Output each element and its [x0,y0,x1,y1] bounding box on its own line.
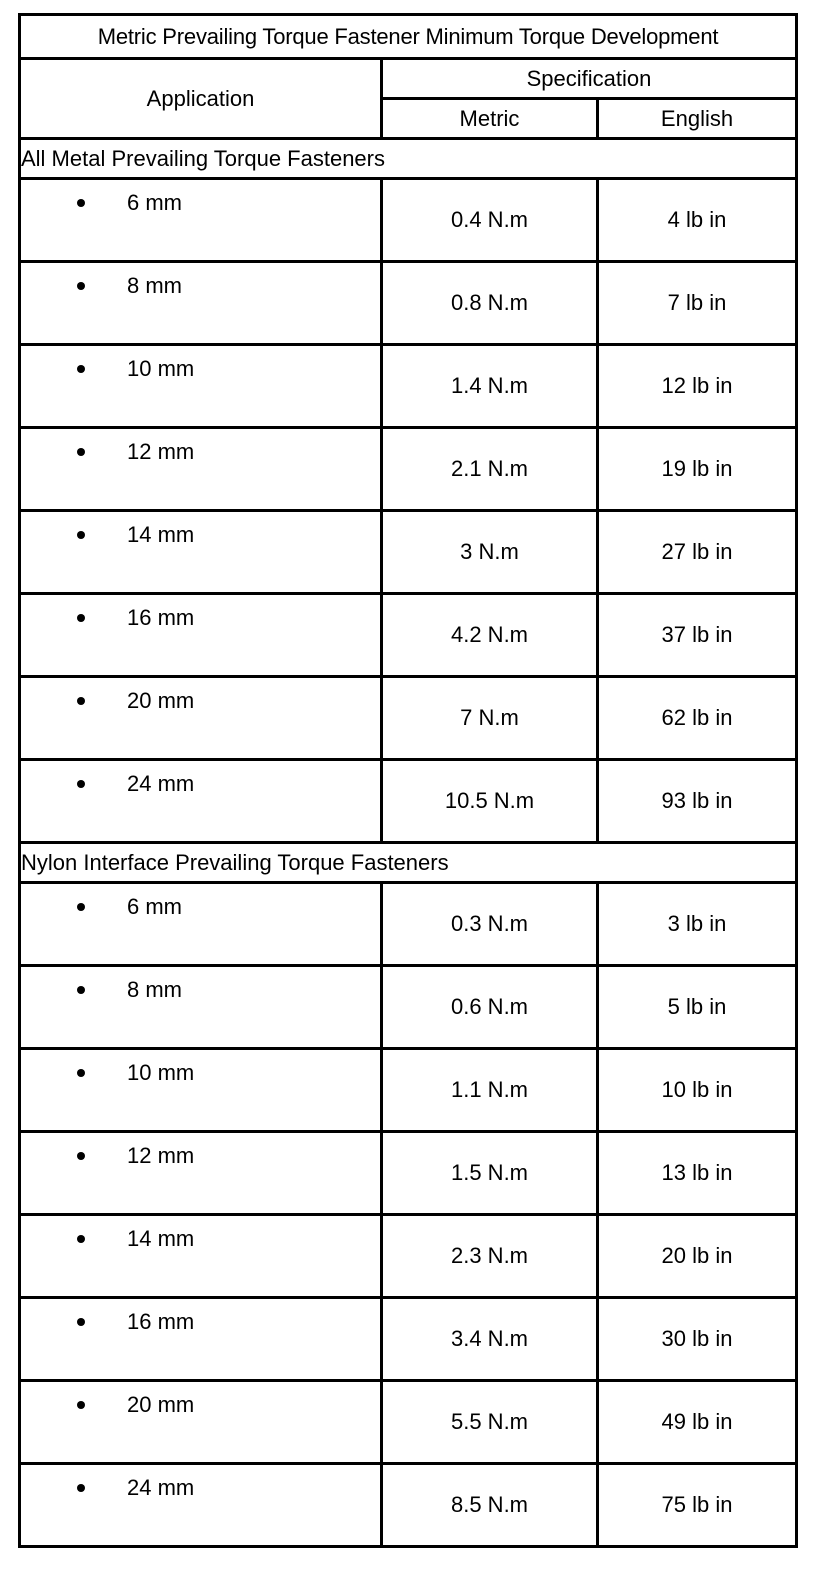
table-row [20,179,797,262]
metric-value: 1.5 N.m [382,1132,598,1215]
bullet-icon [77,986,85,994]
application-cell [20,1381,382,1464]
metric-value: 10.5 N.m [382,760,598,843]
group-row [20,139,797,179]
torque-spec-table [18,13,798,1548]
fastener-size: 14 mm [127,522,195,547]
table-row [20,1049,797,1132]
bullet-icon [77,448,85,456]
bullet-icon [77,365,85,373]
bullet-icon [77,199,85,207]
application-header: Application [20,59,382,139]
application-cell [20,262,382,345]
specification-header: Specification [382,59,797,99]
english-value: 37 lb in [598,594,797,677]
application-cell [20,966,382,1049]
metric-value: 0.3 N.m [382,883,598,966]
table-row [20,1215,797,1298]
fastener-size: 20 mm [127,688,195,713]
fastener-size: 10 mm [127,1060,195,1085]
application-cell [20,883,382,966]
english-value: 30 lb in [598,1298,797,1381]
fastener-size: 10 mm [127,356,195,381]
table-row [20,428,797,511]
table-row [20,345,797,428]
metric-value: 3 N.m [382,511,598,594]
metric-value: 2.1 N.m [382,428,598,511]
english-value: 3 lb in [598,883,797,966]
fastener-size: 16 mm [127,1309,195,1334]
table-row [20,677,797,760]
group-title: All Metal Prevailing Torque Fasteners [20,139,797,179]
metric-value: 0.4 N.m [382,179,598,262]
application-cell [20,1464,382,1547]
bullet-icon [77,1152,85,1160]
application-cell [20,1049,382,1132]
fastener-size: 14 mm [127,1226,195,1251]
fastener-size: 20 mm [127,1392,195,1417]
english-value: 4 lb in [598,179,797,262]
table-row [20,1132,797,1215]
metric-value: 2.3 N.m [382,1215,598,1298]
english-value: 93 lb in [598,760,797,843]
bullet-icon [77,903,85,911]
metric-value: 8.5 N.m [382,1464,598,1547]
english-value: 7 lb in [598,262,797,345]
table-row [20,883,797,966]
english-value: 5 lb in [598,966,797,1049]
application-cell [20,1298,382,1381]
table-row [20,1464,797,1547]
bullet-icon [77,531,85,539]
bullet-icon [77,282,85,290]
english-value: 20 lb in [598,1215,797,1298]
fastener-size: 8 mm [127,273,182,298]
english-value: 27 lb in [598,511,797,594]
english-header: English [598,99,797,139]
bullet-icon [77,697,85,705]
fastener-size: 6 mm [127,894,182,919]
english-value: 49 lb in [598,1381,797,1464]
english-value: 10 lb in [598,1049,797,1132]
metric-value: 5.5 N.m [382,1381,598,1464]
fastener-size: 12 mm [127,439,195,464]
application-cell [20,594,382,677]
table-row [20,262,797,345]
english-value: 62 lb in [598,677,797,760]
english-value: 19 lb in [598,428,797,511]
table-row [20,1381,797,1464]
fastener-size: 16 mm [127,605,195,630]
metric-value: 1.4 N.m [382,345,598,428]
bullet-icon [77,1235,85,1243]
application-cell [20,511,382,594]
table-row [20,760,797,843]
bullet-icon [77,1401,85,1409]
table-title: Metric Prevailing Torque Fastener Minimum Torque Development [20,15,797,59]
bullet-icon [77,1069,85,1077]
application-cell [20,345,382,428]
application-cell [20,428,382,511]
bullet-icon [77,1484,85,1492]
fastener-size: 12 mm [127,1143,195,1168]
application-cell [20,1132,382,1215]
fastener-size: 8 mm [127,977,182,1002]
fastener-size: 24 mm [127,1475,195,1500]
bullet-icon [77,780,85,788]
metric-value: 3.4 N.m [382,1298,598,1381]
metric-value: 0.6 N.m [382,966,598,1049]
english-value: 75 lb in [598,1464,797,1547]
table-row [20,1298,797,1381]
table-row [20,511,797,594]
metric-value: 0.8 N.m [382,262,598,345]
table-row [20,966,797,1049]
bullet-icon [77,1318,85,1326]
fastener-size: 24 mm [127,771,195,796]
metric-header: Metric [382,99,598,139]
english-value: 13 lb in [598,1132,797,1215]
application-cell [20,179,382,262]
bullet-icon [77,614,85,622]
fastener-size: 6 mm [127,190,182,215]
application-cell [20,1215,382,1298]
metric-value: 4.2 N.m [382,594,598,677]
group-title: Nylon Interface Prevailing Torque Fasteners [20,843,797,883]
group-row [20,843,797,883]
application-cell [20,677,382,760]
metric-value: 1.1 N.m [382,1049,598,1132]
table-row [20,594,797,677]
metric-value: 7 N.m [382,677,598,760]
english-value: 12 lb in [598,345,797,428]
application-cell [20,760,382,843]
